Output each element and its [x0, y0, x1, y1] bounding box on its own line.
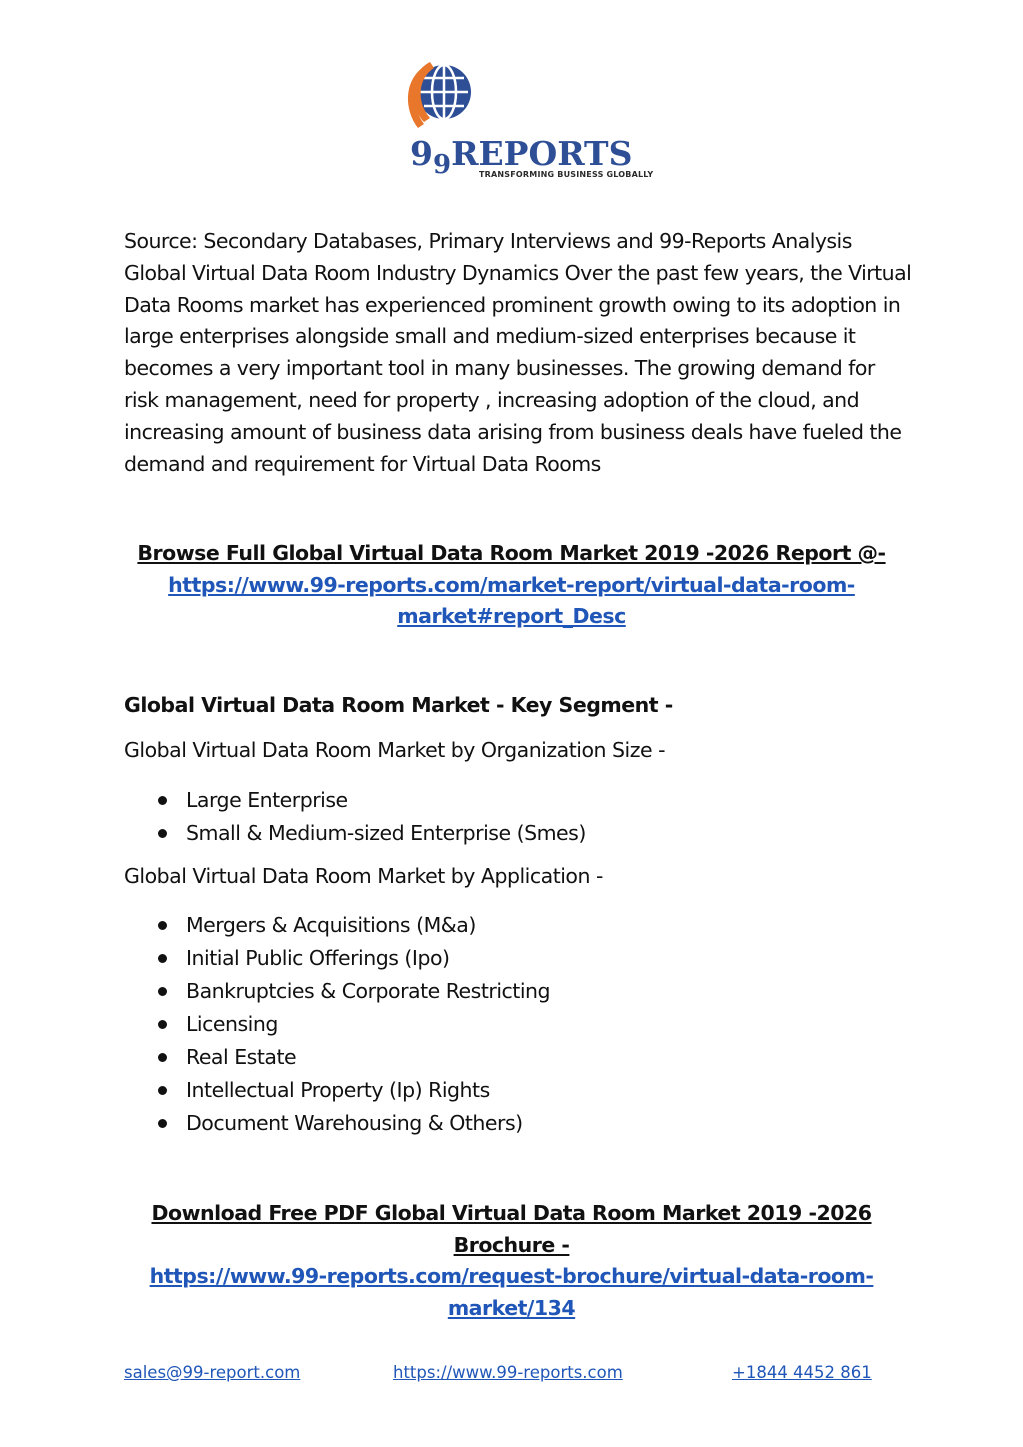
list-item-label: Licensing — [186, 1012, 278, 1036]
brand-nine-sub: 9 — [432, 150, 452, 180]
browse-link-line1: https://www.99-reports.com/market-report/virtual-data-room- — [168, 572, 855, 597]
list-item — [124, 1076, 550, 1109]
footer-email-link[interactable]: sales@99-report.com — [124, 1363, 301, 1382]
globe-icon — [400, 58, 625, 138]
list-item — [124, 819, 586, 852]
list-item — [124, 1109, 550, 1142]
browse-link-line2: market#report_Desc — [397, 604, 626, 628]
download-link-line1: https://www.99-reports.com/request-brochure/virtual-data-room- — [149, 1264, 874, 1288]
bullet-icon — [158, 954, 167, 963]
list-item-label: Large Enterprise — [186, 788, 348, 812]
list-item-label: Initial Public Offerings (Ipo) — [186, 946, 450, 970]
browse-report-block — [100, 538, 923, 633]
list-item — [124, 1043, 550, 1076]
footer-website-link[interactable]: https://www.99-reports.com — [393, 1363, 623, 1382]
list-item — [124, 911, 550, 944]
brand-tagline: TRANSFORMING BUSINESS GLOBALLY — [479, 170, 654, 179]
list-item-label: Document Warehousing & Others) — [186, 1111, 523, 1135]
bullet-icon — [158, 1020, 167, 1029]
bullet-icon — [158, 1053, 167, 1062]
list-item — [124, 977, 550, 1010]
key-segment-heading: Global Virtual Data Room Market - Key Segment - — [124, 693, 673, 717]
bullet-icon — [158, 1086, 167, 1095]
list-item — [124, 1010, 550, 1043]
list-item-label: Real Estate — [186, 1045, 297, 1069]
bullet-icon — [158, 796, 167, 805]
download-brochure-title: Download Free PDF Global Virtual Data Room Market 2019 -2026 Brochure - — [151, 1201, 872, 1257]
list-item-label: Mergers & Acquisitions (M&a) — [186, 913, 476, 937]
download-link-line2: market/134 — [447, 1295, 576, 1320]
brand-logo — [400, 58, 654, 186]
footer-phone-link[interactable]: +1844 4452 861 — [732, 1363, 872, 1382]
download-brochure-link[interactable] — [150, 1264, 874, 1320]
bullet-icon — [158, 921, 167, 930]
brand-nine: 9 — [410, 134, 433, 173]
brand-text: REPORTS — [451, 134, 633, 173]
list-item — [124, 786, 586, 819]
application-list — [124, 911, 550, 1142]
browse-report-title: Browse Full Global Virtual Data Room Market 2019 -2026 Report @- — [137, 541, 886, 565]
list-item-label: Small & Medium-sized Enterprise (Smes) — [186, 821, 586, 845]
application-title: Global Virtual Data Room Market by Application - — [124, 864, 603, 888]
list-item-label: Intellectual Property (Ip) Rights — [186, 1078, 490, 1102]
list-item — [124, 944, 550, 977]
list-item-label: Bankruptcies & Corporate Restricting — [186, 979, 551, 1003]
bullet-icon — [158, 987, 167, 996]
download-brochure-block — [100, 1198, 923, 1324]
browse-report-link[interactable] — [168, 573, 855, 629]
org-size-title: Global Virtual Data Room Market by Organization Size - — [124, 738, 665, 762]
intro-paragraph: Source: Secondary Databases, Primary Interviews and 99-Reports Analysis Global Virtual Data Room Industry Dynamics Over the past few years, the Virtual Data Rooms market has experienced prominent growth owing to its adoption in large enterprises alongside small and medium-sized enterprises because it becomes a very important tool in many businesses. The growing demand for risk management, need for property , increasing adoption of the cloud, and increasing amount of business data arising from business deals have fueled the demand and requirement for Virtual Data Rooms — [124, 229, 912, 476]
bullet-icon — [158, 829, 167, 838]
org-size-list — [124, 786, 586, 852]
bullet-icon — [158, 1119, 167, 1128]
